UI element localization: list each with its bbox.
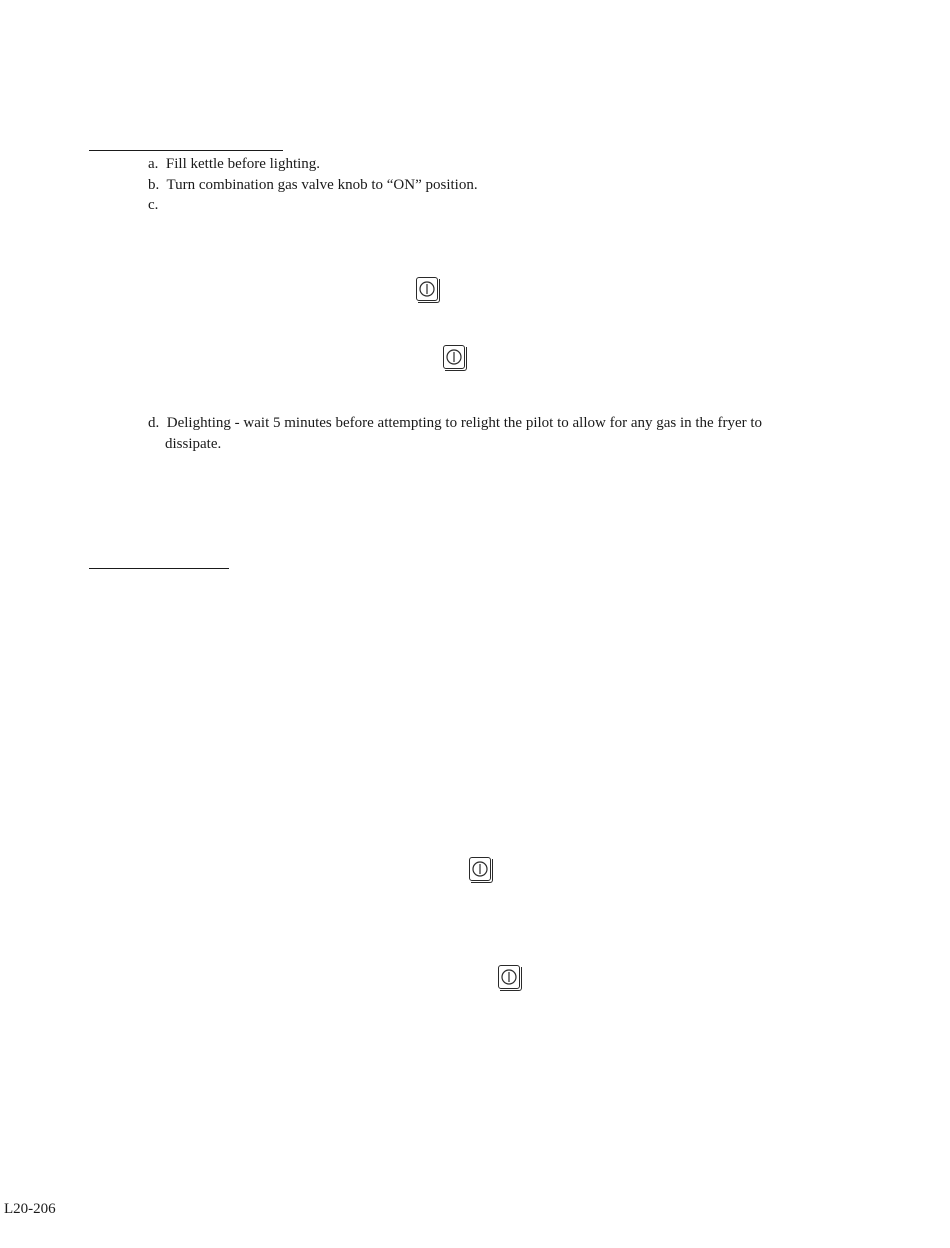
power-button-icon bbox=[443, 345, 465, 369]
power-button-icon bbox=[416, 277, 438, 301]
power-button-icon bbox=[469, 857, 491, 881]
list-item-a bbox=[148, 155, 320, 173]
list-text: Turn combination gas valve knob to “ON” position. bbox=[166, 177, 478, 193]
power-symbol-icon bbox=[419, 281, 435, 297]
section-heading-underline bbox=[89, 568, 229, 569]
list-marker: b. bbox=[148, 177, 160, 193]
list-item-d bbox=[148, 414, 762, 432]
power-symbol-icon bbox=[472, 861, 488, 877]
list-marker: d. bbox=[148, 415, 160, 431]
list-item-d-continuation bbox=[165, 435, 221, 453]
section-heading-underline bbox=[89, 150, 283, 151]
list-item-c bbox=[148, 196, 158, 214]
power-symbol-icon bbox=[446, 349, 462, 365]
power-symbol-icon bbox=[501, 969, 517, 985]
list-text: dissipate. bbox=[165, 436, 222, 452]
list-text: Delighting - wait 5 minutes before attempting to relight the pilot to allow for any gas in the fryer to bbox=[166, 415, 763, 431]
list-marker: c. bbox=[148, 197, 159, 213]
list-marker: a. bbox=[148, 156, 159, 172]
list-text: Fill kettle before lighting. bbox=[165, 156, 321, 172]
list-item-b bbox=[148, 176, 478, 194]
page-footer-code: L20-206 bbox=[4, 1201, 56, 1217]
power-button-icon bbox=[498, 965, 520, 989]
